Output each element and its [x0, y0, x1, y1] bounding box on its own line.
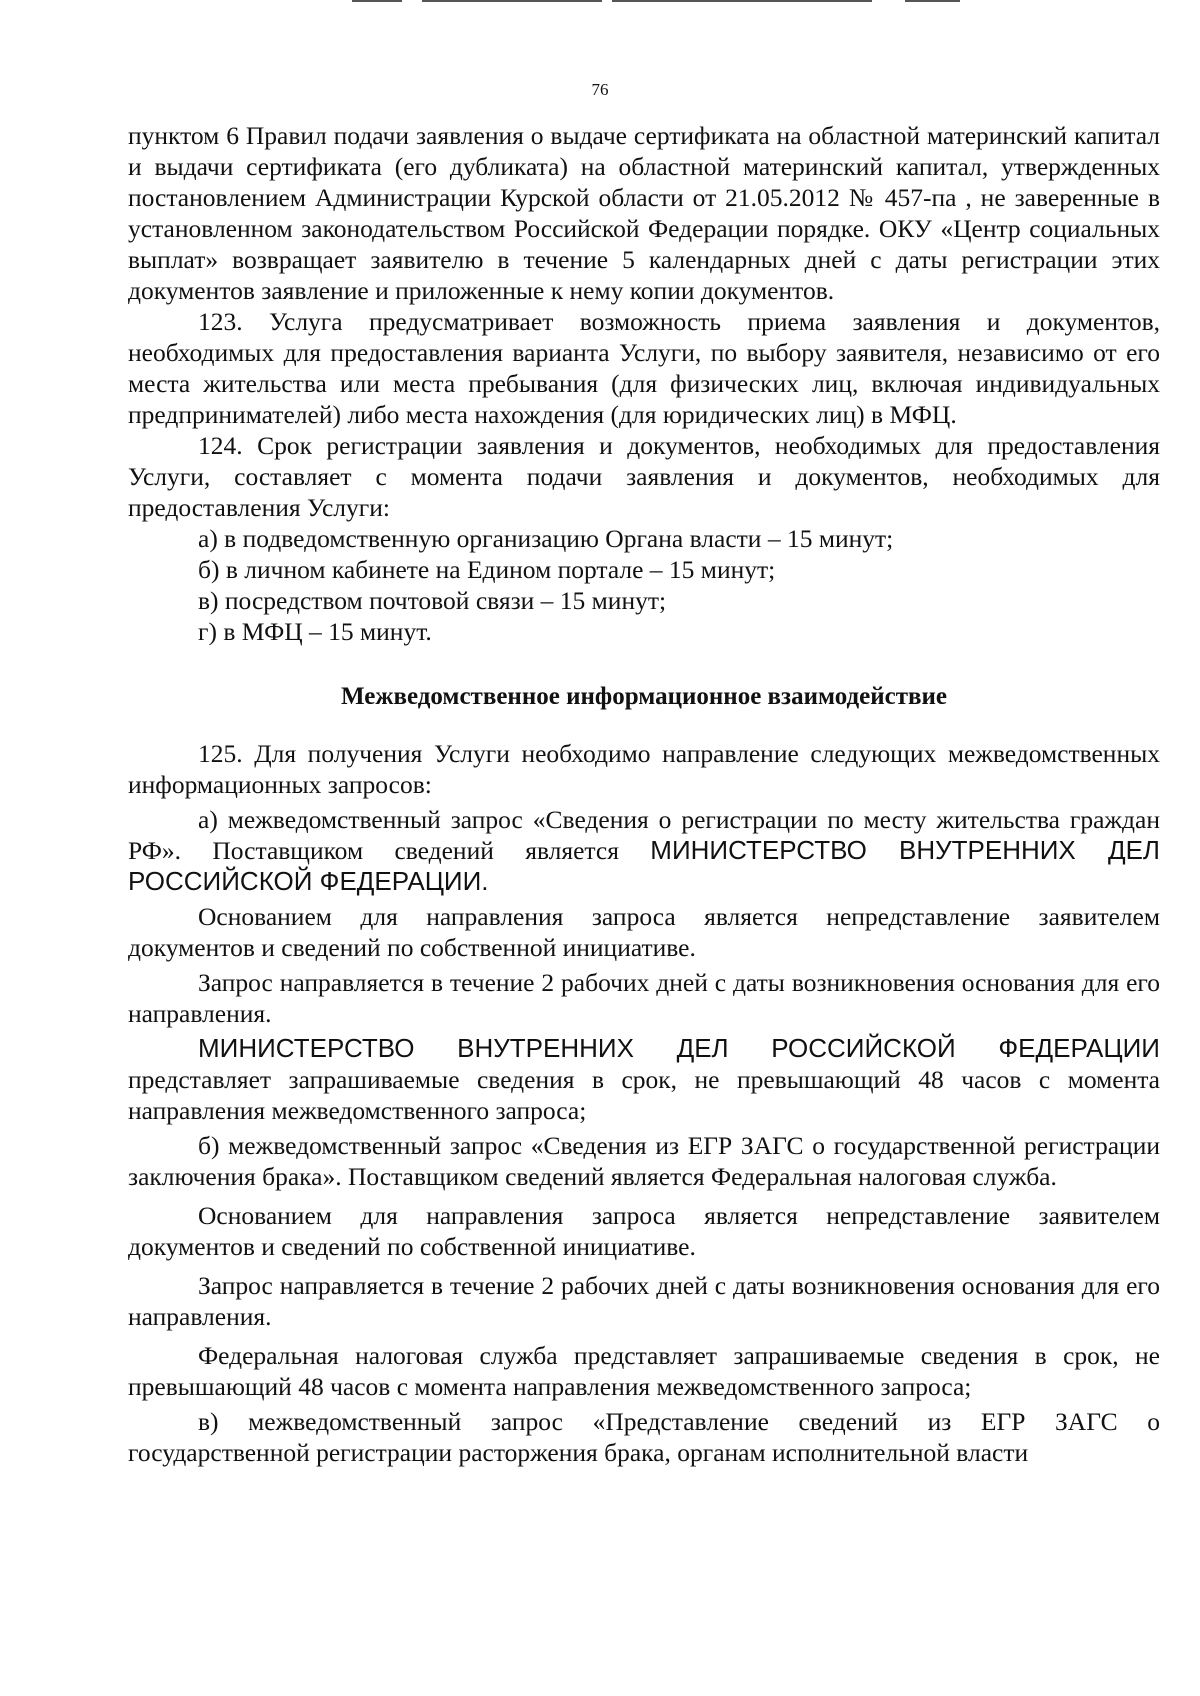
paragraph-125a-term: Запрос направляется в течение 2 рабочих дней с даты возникновения основания для его направления. [128, 968, 1160, 1028]
page-number: 76 [591, 80, 609, 99]
paragraph-125a-basis: Основанием для направления запроса является непредставление заявителем документов и сведений по собственной инициативе. [128, 902, 1160, 962]
scan-artifact-line [422, 0, 602, 2]
list-item-124b: б) в личном кабинете на Едином портале – 15 минут; [198, 555, 776, 584]
paragraph-125v: в) межведомственный запрос «Представление сведений из ЕГР ЗАГС о государственной регистрации расторжения брака, органам исполнительной власти [128, 1407, 1160, 1467]
paragraph-123: 123. Услуга предусматривает возможность приема заявления и документов, необходимых для предоставления варианта Услуги, по выбору заявителя, независимо от его места жительства или места пребывания (для физических лиц, включая индивидуальных предпринимателей) либо места нахождения (для юридических лиц) в МФЦ. [128, 307, 1160, 429]
paragraph-125b: б) межведомственный запрос «Сведения из ЕГР ЗАГС о государственной регистрации заключения брака». Поставщиком сведений является Федеральная налоговая служба. [128, 1131, 1160, 1191]
list-item-124a: а) в подведомственную организацию Органа власти – 15 минут; [198, 524, 894, 553]
section-heading: Межведомственное информационное взаимодействие [341, 683, 947, 710]
list-item-124g: г) в МФЦ – 15 минут. [198, 617, 432, 646]
paragraph-125a-response-text: представляет запрашиваемые сведения в срок, не превышающий 48 часов с момента направления межведомственного запроса; [128, 1065, 1160, 1125]
responder-name: МИНИСТЕРСТВО ВНУТРЕННИХ ДЕЛ РОССИЙСКОЙ ФЕДЕРАЦИИ [198, 1033, 1160, 1063]
list-item-124v: в) посредством почтовой связи – 15 минут; [198, 586, 667, 615]
paragraph-125b-response: Федеральная налоговая служба представляет запрашиваемые сведения в срок, не превышающий 48 часов с момента направления межведомственного запроса; [128, 1341, 1160, 1401]
document-body [128, 120, 1160, 1468]
paragraph-125a-text: а) межведомственный запрос «Сведения о регистрации по месту жительства граждан РФ». Поставщиком сведений является [128, 805, 1160, 865]
paragraph-125b-term: Запрос направляется в течение 2 рабочих дней с даты возникновения основания для его направления. [128, 1271, 1160, 1331]
scan-artifact-line [352, 0, 402, 2]
paragraph-125a [128, 804, 1160, 897]
paragraph-124: 124. Срок регистрации заявления и документов, необходимых для предоставления Услуги, составляет с момента подачи заявления и документов, необходимых для предоставления Услуги: [128, 431, 1160, 522]
paragraph-125b-basis: Основанием для направления запроса является непредставление заявителем документов и сведений по собственной инициативе. [128, 1201, 1160, 1261]
provider-name: МИНИСТЕРСТВО ВНУТРЕННИХ ДЕЛ РОССИЙСКОЙ ФЕДЕРАЦИИ. [128, 835, 1160, 896]
paragraph-125a-response [128, 1033, 1160, 1126]
scan-artifact-line [905, 0, 960, 2]
paragraph-continuation: пунктом 6 Правил подачи заявления о выдаче сертификата на областной материнский капитал и выдачи сертификата (его дубликата) на областной материнский капитал, утвержденных постановлением Администрации Курской области от 21.05.2012 № 457-па , не заверенные в установленном законодательством Российской Федерации порядке. ОКУ «Центр социальных выплат» возвращает заявителю в течение 5 календарных дней с даты регистрации этих документов заявление и приложенные к нему копии документов. [128, 121, 1160, 305]
scan-artifact-line [612, 0, 872, 2]
paragraph-125: 125. Для получения Услуги необходимо направление следующих межведомственных информационных запросов: [128, 739, 1160, 799]
